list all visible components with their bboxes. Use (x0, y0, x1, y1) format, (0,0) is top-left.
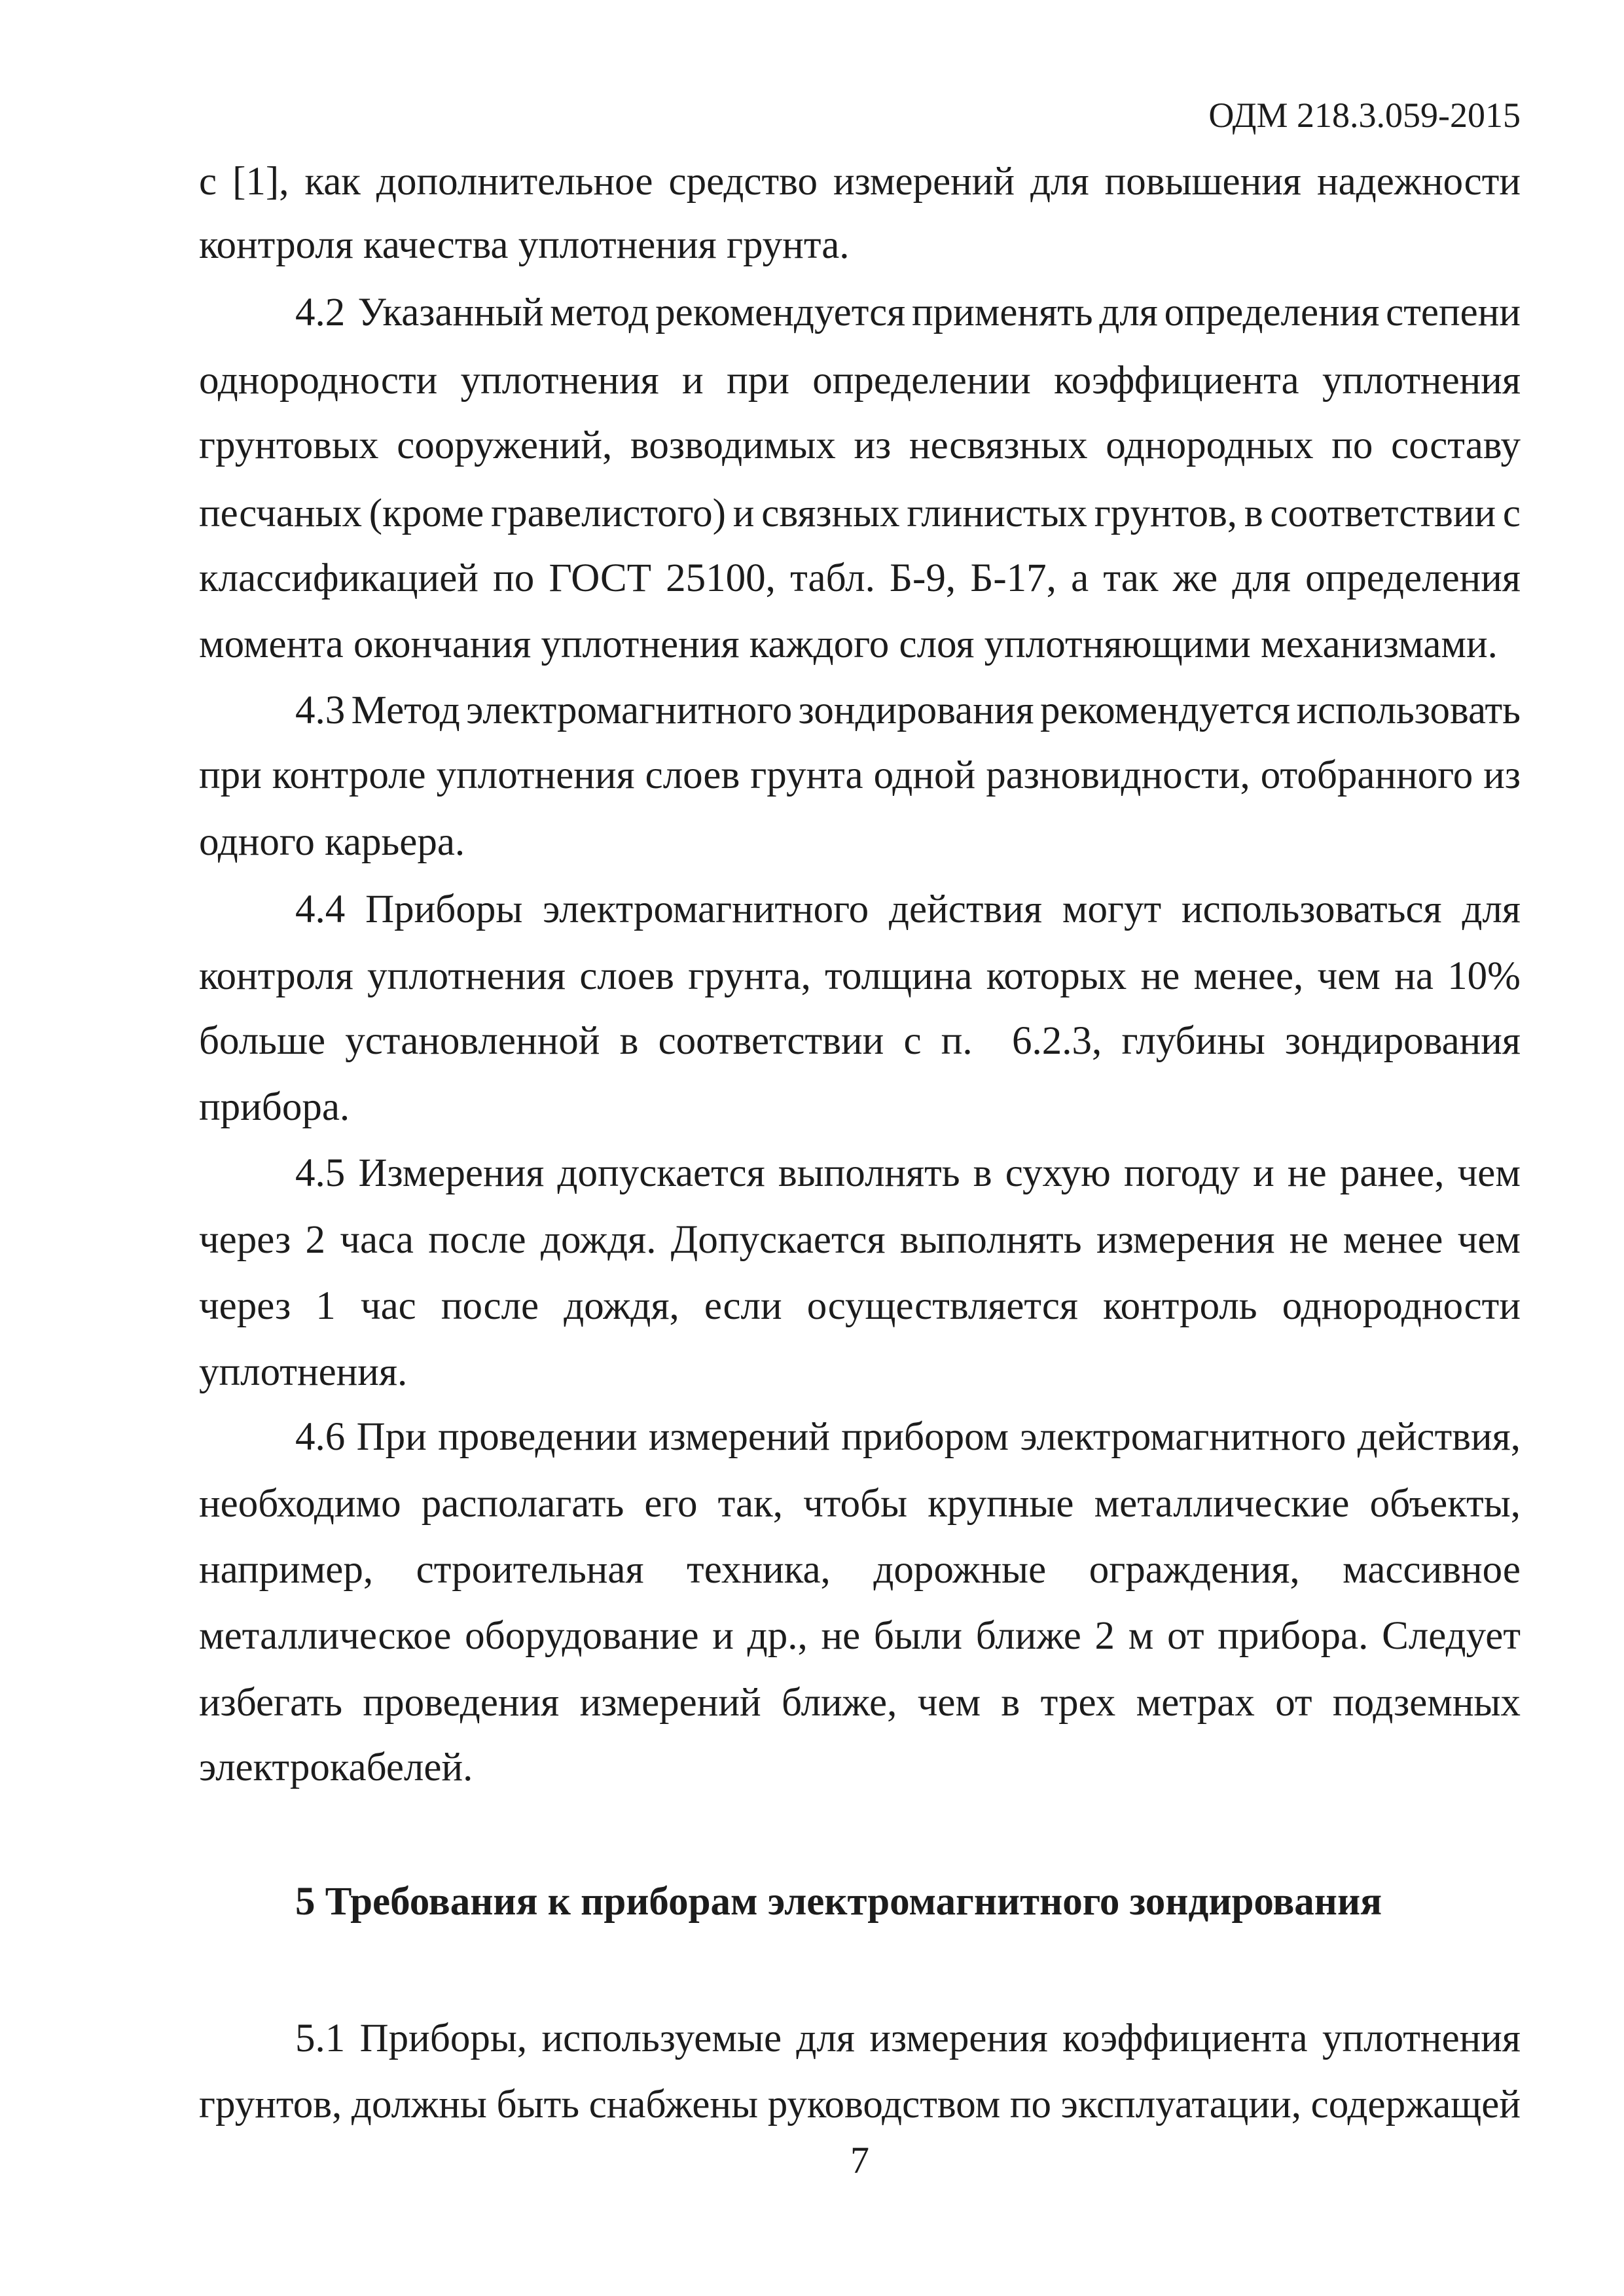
line-text: металлическое оборудование и др., не были ближе 2 м от прибора. Следует (199, 1614, 1521, 1658)
line-text: при контроле уплотнения слоев грунта одной разновидности, отобранного из (199, 753, 1521, 797)
paragraph-line (199, 1734, 1521, 1801)
section-heading-text: 5 Требования к приборам электромагнитного зондирования (295, 1880, 1382, 1924)
line-text: прибора. (199, 1085, 350, 1129)
line-text: контроля качества уплотнения грунта. (199, 223, 850, 267)
paragraph-line (295, 876, 1521, 942)
section-heading (295, 1869, 1521, 1935)
paragraph-line (199, 611, 1521, 677)
document-code-header: ОДМ 218.3.059-2015 (1208, 96, 1521, 135)
paragraph-line (199, 1207, 1521, 1273)
line-text: песчаных (кроме гравелистого) и связных глинистых грунтов, в соответствии с (199, 492, 1521, 535)
paragraph-line (199, 1339, 1521, 1405)
line-text: больше установленной в соответствии с п. 6.2.3, глубины зондирования (199, 1019, 1521, 1063)
line-text: например, строительная техника, дорожные ограждения, массивное (199, 1548, 1521, 1592)
line-text: 4.6 При проведении измерений прибором электромагнитного действия, (295, 1415, 1521, 1459)
line-text: 4.4 Приборы электромагнитного действия могут использоваться для (295, 888, 1521, 931)
line-text: через 1 час после дождя, если осуществляется контроль однородности (199, 1284, 1521, 1328)
paragraph-line (199, 1273, 1521, 1339)
line-text: момента окончания уплотнения каждого слоя уплотняющими механизмами. (199, 622, 1498, 666)
line-text: однородности уплотнения и при определении коэффициента уплотнения (199, 359, 1521, 403)
line-text: одного карьера. (199, 820, 465, 864)
line-text: избегать проведения измерений ближе, чем в трех метрах от подземных (199, 1681, 1521, 1725)
line-text: уплотнения. (199, 1350, 408, 1394)
line-text: контроля уплотнения слоев грунта, толщина которых не менее, чем на 10% (199, 954, 1521, 998)
line-text: 4.2 Указанный метод рекомендуется применять для определения степени (295, 291, 1521, 334)
page-number: 7 (850, 2139, 869, 2181)
line-text: через 2 часа после дождя. Допускается выполнять измерения не менее чем (199, 1218, 1521, 1262)
line-text: грунтовых сооружений, возводимых из несвязных однородных по составу (199, 423, 1521, 467)
paragraph-line (295, 279, 1521, 346)
line-text: 4.3 Метод электромагнитного зондирования рекомендуется использовать (295, 689, 1521, 732)
paragraph-line (199, 348, 1521, 414)
paragraph-line (199, 1603, 1521, 1669)
paragraph-line (199, 943, 1521, 1009)
line-text: необходимо располагать его так, чтобы крупные металлические объекты, (199, 1482, 1521, 1526)
paragraph-line (295, 2005, 1521, 2072)
paragraph-line (199, 149, 1521, 215)
paragraph-line (295, 1404, 1521, 1470)
paragraph-line (199, 1471, 1521, 1537)
paragraph-line (199, 1670, 1521, 1736)
paragraph-line (199, 1537, 1521, 1603)
paragraph-line (199, 412, 1521, 478)
paragraph-line (199, 480, 1521, 547)
paragraph-line (295, 1140, 1521, 1206)
paragraph-line (199, 212, 1521, 278)
paragraph-line (199, 809, 1521, 875)
paragraph-line (199, 1074, 1521, 1140)
paragraph-line (199, 742, 1521, 808)
line-text: классификацией по ГОСТ 25100, табл. Б-9, Б-17, а так же для определения (199, 556, 1521, 600)
line-text: 4.5 Измерения допускается выполнять в сухую погоду и не ранее, чем (295, 1151, 1521, 1195)
paragraph-line (199, 545, 1521, 611)
paragraph-line (199, 1008, 1521, 1074)
line-text: электрокабелей. (199, 1746, 473, 1789)
paragraph-line (295, 677, 1521, 744)
line-text: с [1], как дополнительное средство измерений для повышения надежности (199, 160, 1521, 204)
line-text: 5.1 Приборы, используемые для измерения коэффициента уплотнения (295, 2017, 1521, 2060)
line-text: грунтов, должны быть снабжены руководством по эксплуатации, содержащей (199, 2083, 1521, 2126)
